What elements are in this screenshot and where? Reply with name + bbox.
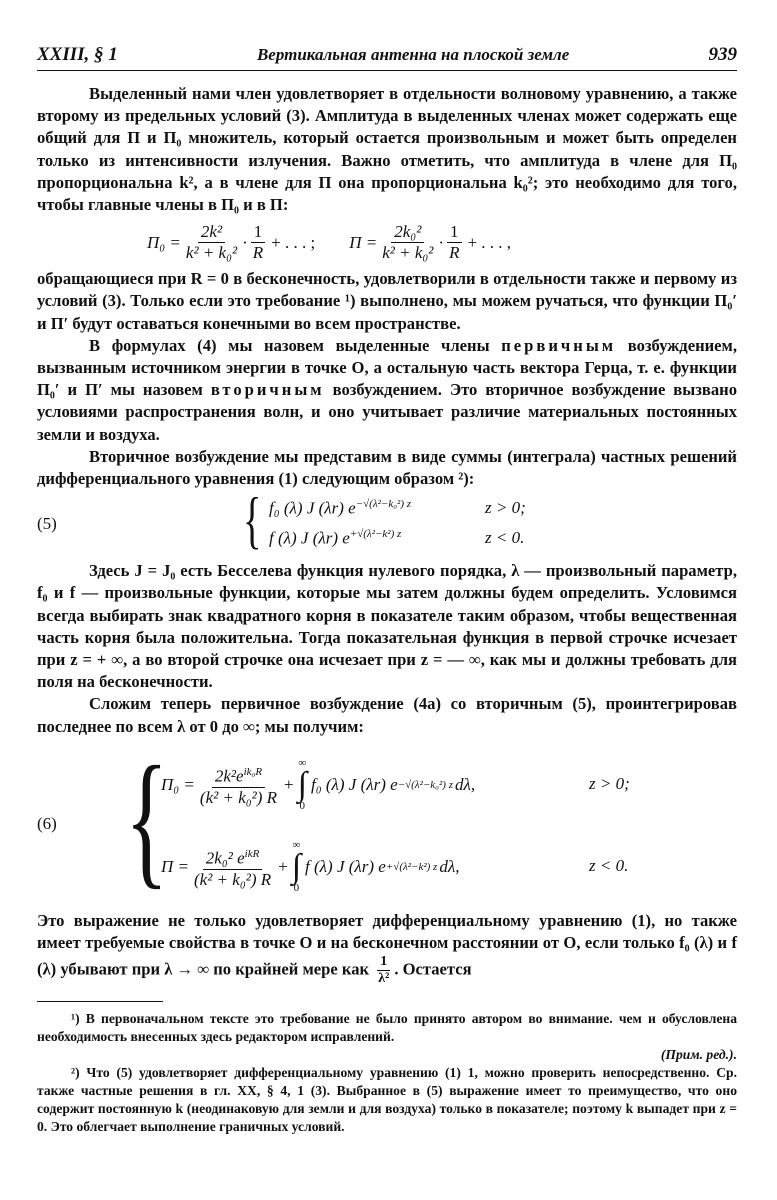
f1-num-a: 2k² — [198, 222, 225, 243]
eq6-b1: f₀ (λ) J (λr) e — [310, 774, 398, 794]
p3-e: возбуждением. Это вторичное возбуждение вызвано условиями распространения волн, и оно учитывает различие материальных постоянных земли и воздуха. — [37, 380, 738, 444]
header-title: Вертикальная антенна на плоской земле — [256, 45, 570, 64]
paragraph-3 — [37, 335, 737, 446]
eq6-brace: { — [125, 735, 169, 902]
eq6-b1tail: dλ, — [455, 774, 476, 794]
footnote-2: ²) Что (5) удовлетворяет дифференциальному уравнению (1) 1, можно проверить непосредственно. Ср. также частные решения в гл. XX, § 4, 1 (3). Выбранное в (5) выражение имеет то преимущество, что оно содержит постоянную k (неодинаковую для земли и для воздуха) только в показателе; поэтому k выпадет при z = 0. Это облегчает выполнение граничных условий. — [37, 1065, 737, 1135]
eq6-n2: 2k₀² e — [205, 848, 245, 868]
p3-c: возбуждением, вызванным источником энергии в точке O, а остальную часть вектора Герца, т. е. функции Π₀′ и Π′ мы назовем — [37, 335, 738, 400]
f1-num-c: 2k₀² — [391, 222, 424, 243]
chapter-ref: XXIII, § 1 — [37, 44, 118, 65]
eq6-b2exp: +√(λ²−k²) z — [385, 860, 438, 873]
paragraph-2: обращающиеся при R = 0 в бесконечность, удовлетворили в отдельности также и первому из условий (3). Только если это требование ¹) выполнено, мы можем ручаться, что функции Π₀′ и Π′ будут оставаться конечными во всем пространстве. — [37, 269, 737, 333]
eq6-inf1: ∞ — [298, 756, 307, 769]
eq5-line1: f₀ (λ) J (λr) e — [269, 498, 356, 518]
p7-frac — [375, 954, 392, 987]
formula-1 — [37, 218, 737, 268]
eq6-n2-wrap — [203, 844, 263, 870]
paragraph-1: Выделенный нами член удовлетворяет в отдельности волновому уравнению, а также второму из предельных условий (3). Амплитуда в выделенных членах может содержать еще общий для Π и Π₀ множитель, который остается произвольным и может быть определен только из интенсивности излучения. Важно отметить, что амплитуда в члене для Π₀ пропорциональна k², а в члене для Π она пропорциональна k₀²; это необходимо для того, чтобы главные члены в Π₀ и в Π: — [37, 84, 737, 215]
page — [37, 44, 737, 1136]
p7-num: 1 — [377, 954, 390, 971]
eq5-cond2: z < 0. — [485, 528, 525, 548]
f1-tail-a: + . . . ; — [271, 232, 316, 252]
eq6-n1: 2k²e — [214, 766, 244, 786]
equation-5 — [37, 484, 737, 560]
f1-one-b: 1 — [447, 222, 462, 243]
footnote-1-sign: (Прим. ред.). — [660, 1047, 737, 1063]
eq6-c1: z > 0; — [589, 773, 630, 793]
f1-right: Π = — [349, 232, 378, 252]
f1-den-c: k² + k₀² — [382, 243, 434, 263]
eq6-frac1 — [197, 762, 280, 808]
f1-frac-b — [250, 222, 266, 263]
eq6-inf2: ∞ — [292, 838, 301, 851]
f1-frac-a — [183, 222, 240, 263]
eq6-l2: Π = — [161, 856, 189, 876]
paragraph-6: Сложим теперь первичное возбуждение (4а) со вторичным (5), проинтегрировав последнее по всем λ от 0 до ∞; мы получим: — [37, 694, 737, 736]
eq6-l1: Π₀ = — [161, 774, 195, 794]
f1-r-a: R — [252, 243, 264, 263]
eq6-int1: ∫ — [297, 765, 307, 803]
eq6-b2tail: dλ, — [439, 856, 460, 876]
eq6-zero1: 0 — [299, 799, 306, 812]
eq5-exp2: +√(λ²−k²) z — [349, 528, 402, 541]
f1-r-b: R — [449, 243, 460, 263]
p3-primary: первичным — [501, 335, 617, 355]
p7-den: λ² — [378, 971, 390, 987]
f1-frac-c — [379, 222, 436, 263]
p3-a: В формулах (4) мы назовем выделенные члены — [89, 335, 490, 355]
page-number: 939 — [708, 44, 737, 65]
f1-tail-b: + . . . , — [467, 232, 512, 252]
footnote-1: ¹) В первоначальном тексте это требование не было принято автором во внимание. чем и обусловлена необходимость внесенных здесь редактором исправлений. — [37, 1011, 737, 1045]
eq6-frac2 — [191, 844, 274, 890]
equation-6: (6) { Π₀ = $\frac{2k^2e^{ik_0R}}{\text{(k² + k₀²) R}}$ + ∞ ∫ 0 f₀ (λ) J (λr) e −√(λ²−k₀²) z dλ, z > 0; Π = $\frac{2k_0^2 e^{ikR}}{\text{(k² + k₀²) R}}$ + ∞ ∫ 0 f (λ) J (λr) e +√(λ²−k²) z dλ, z < 0. — [37, 735, 630, 902]
eq6-n2exp: ikR — [244, 848, 260, 861]
eq6-d1: (k² + k₀²) R — [199, 787, 278, 807]
running-header — [37, 44, 737, 71]
eq6-b2: f (λ) J (λr) e — [305, 856, 386, 876]
eq6-zero2: 0 — [293, 881, 300, 894]
p7-a: Это выражение не только удовлетворяет дифференциальному уравнению (1), но также имеет требуемые свойства в точке O и на бесконечном расстоянии от O, если только f₀ (λ) и f (λ) убывают при λ → ∞ по крайней мере как — [37, 910, 737, 979]
f1-frac-d — [446, 222, 462, 263]
eq6-n1-wrap — [212, 762, 265, 788]
p7-b: . Остается — [394, 959, 472, 979]
f1-dot-a: · — [242, 232, 248, 252]
paragraph-4: Вторичное возбуждение мы представим в виде суммы (интеграла) частных решений дифференциального уравнения (1) следующим образом ²): — [37, 446, 737, 489]
f1-dot-b: · — [438, 232, 445, 252]
f1-left: Π₀ = — [147, 232, 181, 252]
eq5-exp1: −√(λ²−k₀²) z — [355, 498, 412, 511]
eq6-n1exp: ik₀R — [243, 766, 263, 779]
eq5-number: (5) — [37, 514, 57, 534]
f1-den-a: k² + k₀² — [185, 243, 238, 263]
eq6-b1exp: −√(λ²−k₀²) z — [397, 778, 453, 791]
eq5-brace: { — [243, 484, 262, 556]
footnote-rule — [37, 1001, 163, 1002]
p3-secondary: вторичным — [210, 380, 325, 400]
eq5-cond1: z > 0; — [485, 498, 526, 518]
eq6-int2: ∫ — [291, 847, 302, 885]
f1-one-a: 1 — [251, 222, 266, 243]
eq5-line2: f (λ) J (λr) e — [269, 528, 350, 548]
eq6-number: (6) — [37, 813, 57, 833]
paragraph-5: Здесь J = J₀ есть Бесселева функция нулевого порядка, λ — произвольный параметр, f₀ и f — произвольные функции, которые мы затем должны будем определить. Условимся всегда выбирать знак квадратного корня в показателе таким образом, чтобы вещественная часть корня была положительна. Тогда показательная функция в первой строчке исчезает при z = + ∞, а во второй строчке она исчезает при z = — ∞, как мы и должны требовать для поля на бесконечности. — [37, 561, 737, 692]
paragraph-7 — [37, 910, 737, 987]
eq6-d2: (k² + k₀²) R — [194, 869, 272, 889]
eq6-c2: z < 0. — [589, 855, 629, 875]
